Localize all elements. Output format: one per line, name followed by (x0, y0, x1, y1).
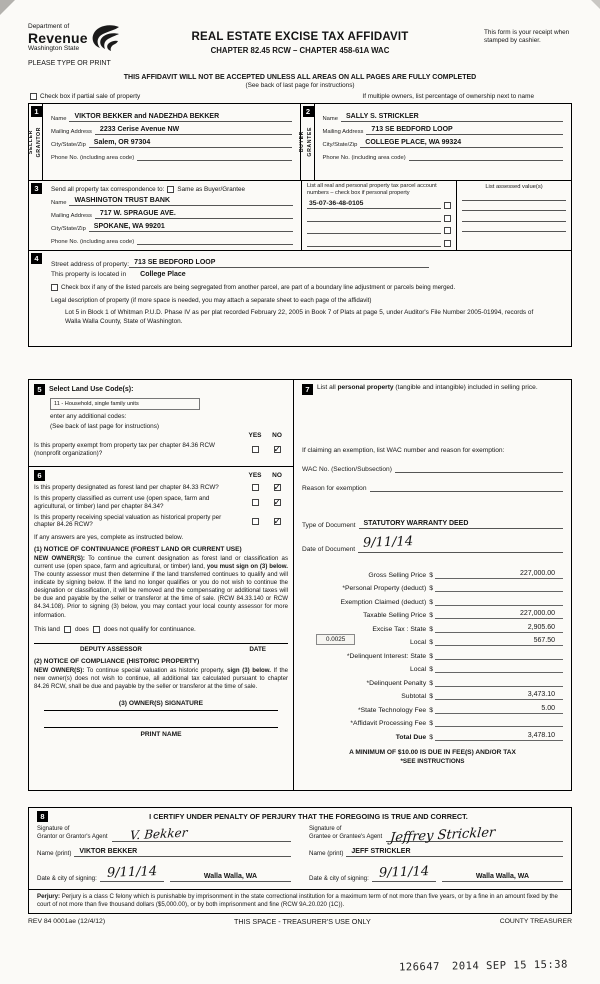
current-use-question: Is this property classified as current use (open space, farm and agricultural, or timber) land per chapter 84.34? (34, 494, 210, 510)
seller-mailing-field[interactable]: 2233 Cerise Avenue NW (95, 126, 292, 135)
land-use-section (28, 379, 294, 467)
parcel-2-personal-checkbox[interactable] (444, 215, 451, 222)
gross-selling-price-field[interactable]: 227,000.00 (435, 570, 563, 579)
section-7-badge: 7 (302, 384, 313, 395)
correspondence-name-row (51, 197, 293, 206)
gross-selling-price-row (302, 565, 563, 579)
segregated-label: Check box if any of the listed parcels are being segregated from another parcel, are part of a boundary line adjustment or parcels being merged. (61, 284, 456, 291)
does-not-label: does not qualify for continuance. (103, 625, 196, 633)
title-block (143, 31, 457, 55)
row-label: Local (409, 639, 427, 646)
section-8-badge: 8 (37, 811, 48, 822)
continuance-text-a: To continue the current designation as forest land or classification as current use (open space, farm and agricultural, or timber) land, (34, 555, 288, 571)
delinquent-interest-local-row (302, 660, 563, 674)
compliance-text (34, 667, 288, 691)
assessed-value-2-field[interactable] (462, 210, 566, 211)
continuance-text-b: The county assessor must then determine if the land transferred continues to qualify and will indicate by signing below. If the land no longer qualifies or you do not wish to continue the designation or classification, it will be removed and the compensating or additional taxes will be due and payable by the seller or transferor at the time of sale. (RCW 84.33.140 or RCW 84.34.108). Prior to signing (3) below, you may contact your local county assessor for more information. (34, 571, 288, 619)
forest-land-question-row (34, 484, 288, 492)
same-as-buyer-checkbox[interactable] (167, 186, 174, 193)
property-section (28, 251, 572, 347)
grantee-signature-label (309, 826, 382, 842)
pp-bold: personal property (337, 384, 394, 391)
document-type-label: Type of Document (302, 522, 356, 529)
section-2-badge: 2 (303, 106, 314, 117)
stamp-datetime: 2014 SEP 15 15:38 (451, 958, 569, 973)
seller-name-row (51, 113, 292, 122)
deputy-assessor-signature-line[interactable] (34, 643, 288, 644)
segregated-row (51, 284, 561, 291)
send-correspondence-row (51, 186, 293, 193)
buyer-mailing-field[interactable]: 713 SE BEDFORD LOOP (366, 126, 563, 135)
delinquent-interest-state-field[interactable] (435, 651, 563, 660)
seller-mailing-row (51, 126, 292, 135)
parcel-1-field[interactable]: 35-07-36-48-0105 (307, 200, 441, 209)
classification-section (28, 467, 294, 791)
money-rows (302, 565, 563, 741)
multiple-owners-label: If multiple owners, list percentage of ownership next to name (362, 93, 534, 100)
perjury-notice (28, 890, 572, 914)
middle-columns (28, 379, 572, 791)
dept-line3: Washington State (28, 44, 80, 52)
phone-label: Phone No. (including area code) (51, 239, 135, 245)
delinquent-interest-state-row (302, 646, 563, 660)
receipt-note: This form is your receipt when stamped by cashier. (484, 29, 570, 45)
buyer-side-word1: BUYER (299, 131, 306, 153)
delinquent-penalty-field[interactable] (435, 678, 563, 687)
seller-citystate-row (51, 139, 292, 148)
row-label: *Personal Property (deduct) (342, 585, 427, 592)
yes-no-header (34, 432, 288, 439)
grantee-date-field[interactable] (372, 863, 436, 882)
partial-sale-label: Check box if partial sale of property (40, 93, 141, 100)
compliance-lead: NEW OWNER(S): (34, 666, 85, 674)
grantor-date-field[interactable] (100, 863, 164, 882)
pp-text-b: (tangible and intangible) included in selling price. (393, 384, 538, 391)
current-use-no-checkbox[interactable] (274, 499, 281, 506)
form-chapter: CHAPTER 82.45 RCW – CHAPTER 458-61A WAC (210, 46, 390, 55)
correspondence-mailing-field[interactable]: 717 W. SPRAGUE AVE. (95, 210, 293, 219)
dollar-sign: $ (429, 639, 433, 646)
document-date-handwritten: 9/11/14 (362, 534, 414, 551)
mailing-label: Mailing Address (322, 129, 364, 135)
grantee-signature-row (309, 824, 563, 846)
section-1-badge: 1 (31, 106, 42, 117)
personal-property-label (317, 384, 563, 393)
correspondence-phone-row (51, 236, 293, 245)
dor-logo-text (28, 24, 88, 52)
subtotal-field[interactable]: 3,473.10 (435, 691, 563, 700)
dept-line1: Department of (28, 23, 70, 30)
see-back-note: (See back of last page for instructions) (245, 82, 355, 89)
signature-of-label: Signature of (37, 826, 70, 832)
if-yes-note: If any answers are yes, complete as instructed below. (34, 534, 184, 542)
reason-label: Reason for exemption (302, 485, 367, 492)
dollar-sign: $ (429, 612, 433, 619)
legal-description-text: Lot 5 in Block 1 of Whitman P.U.D. Phase IV as per plat recorded February 22, 2005 in Book 7 of Plats at page 5, under Auditor's File Number 2005-01994, records of Walla Walla County, State of Washington. (65, 309, 534, 325)
correspondence-citystate-row (51, 223, 293, 232)
grantee-date-handwritten: 9/11/14 (378, 863, 430, 881)
street-address-field[interactable]: 713 SE BEDFORD LOOP (129, 259, 429, 268)
grantor-signature-row (37, 826, 291, 842)
seller-phone-row (51, 152, 292, 161)
does-qualify-checkbox[interactable] (64, 626, 71, 633)
grantee-agent-label: Grantee or Grantee's Agent (309, 833, 383, 840)
correspondence-citystate-field[interactable]: SPOKANE, WA 99201 (89, 223, 293, 232)
buyer-phone-field[interactable] (409, 152, 563, 161)
same-as-buyer-label: Same as Buyer/Grantee (177, 186, 245, 193)
owners-signature-line[interactable] (44, 710, 278, 711)
row-label: Local (409, 666, 427, 673)
dept-line2: Revenue (28, 29, 88, 46)
state-technology-fee-row (302, 700, 563, 714)
tax-correspondence-section (28, 181, 572, 251)
segregated-checkbox[interactable] (51, 284, 58, 291)
exemption-claimed-field[interactable] (435, 597, 563, 606)
section-6-badge: 6 (34, 470, 45, 481)
footer-row (28, 917, 572, 926)
grantee-name-row (309, 848, 563, 857)
owners-signature-label: (3) OWNER(S) SIGNATURE (118, 699, 204, 707)
classification-header (34, 470, 288, 481)
reason-row (302, 483, 563, 492)
local-rate-box: 0.0025 (316, 634, 355, 645)
yes-label: YES (248, 472, 262, 479)
land-use-header (34, 384, 288, 395)
compliance-text-a: To continue special valuation as historic property, (84, 666, 228, 674)
historic-no-checkbox[interactable] (274, 518, 281, 525)
current-use-question-row (34, 495, 288, 511)
this-land-label: This land (34, 625, 60, 633)
grantee-signature-handwritten: Jeffrey Strickler (389, 824, 497, 846)
land-use-title: Select Land Use Code(s): (49, 386, 134, 393)
correspondence-phone-field[interactable] (137, 236, 293, 245)
street-address-label: Street address of property: (51, 261, 130, 268)
completion-notice: THIS AFFIDAVIT WILL NOT BE ACCEPTED UNLESS ALL AREAS ON ALL PAGES ARE FULLY COMPLETED (123, 74, 477, 81)
historic-question: Is this property receiving special valuation as historical property per chapter 84.26 RCW? (34, 513, 222, 529)
buyer-mailing-row (323, 126, 564, 135)
forest-yes-checkbox[interactable] (252, 484, 259, 491)
please-type-note: PLEASE TYPE OR PRINT (28, 60, 111, 67)
stamp-receipt-number: 126647 (399, 960, 441, 974)
mailing-label: Mailing Address (51, 213, 92, 219)
grantor-signature-label (37, 826, 108, 842)
total-due-row (302, 727, 563, 741)
forest-no-checkbox[interactable] (274, 484, 281, 491)
personal-property-header (302, 384, 563, 395)
delinquent-interest-local-field[interactable] (435, 664, 563, 673)
affidavit-processing-fee-field[interactable] (435, 718, 563, 727)
section-4-badge: 4 (31, 253, 42, 264)
deputy-assessor-labels (34, 646, 288, 653)
wac-row (302, 464, 563, 473)
tax-computation-section (294, 379, 572, 791)
excise-tax-local-row (302, 633, 563, 647)
forest-land-question: Is this property designated as forest land per chapter 84.33 RCW? (34, 484, 219, 491)
row-label: Gross Selling Price (368, 571, 427, 579)
continuance-title: (1) NOTICE OF CONTINUANCE (FOREST LAND OR CURRENT USE) (34, 546, 242, 554)
no-label: NO (272, 472, 282, 479)
dollar-sign: $ (429, 706, 433, 714)
partial-sale-row (30, 93, 570, 100)
name-label: Name (51, 200, 67, 206)
minimum-due-note: A MINIMUM OF $10.00 IS DUE IN FEE(S) AND/OR TAX (349, 748, 516, 756)
taxable-selling-price-row (302, 606, 563, 620)
send-to-label: Send all property tax correspondence to: (51, 186, 165, 193)
name-label: Name (322, 116, 338, 122)
total-due-field[interactable]: 3,478.10 (435, 732, 563, 741)
assessed-value-3-field[interactable] (462, 221, 566, 222)
current-use-yes-checkbox[interactable] (252, 499, 259, 506)
scan-artifact-corner (0, 0, 15, 15)
parcel-2-field[interactable] (307, 213, 441, 222)
assessed-values-box (456, 181, 571, 250)
grantee-signature-column (309, 826, 563, 882)
citystatezip-label: City/State/Zip (322, 142, 358, 148)
mailing-label: Mailing Address (51, 129, 92, 135)
phone-label: Phone No. (including area code) (51, 155, 135, 161)
row-label: Taxable Selling Price (363, 612, 427, 619)
continuance-bold: you must sign on (3) below. (206, 563, 288, 571)
grantor-signature-field[interactable] (112, 825, 291, 843)
compliance-text-b: If the new owner(s) does not wish to continue, all additional tax calculated pursuant to chapter 84.26 RCW, shall be due and payable by the seller or transferor at the time of sale. (34, 666, 289, 690)
rev-number: REV 84 0001ae (12/4/12) (28, 918, 106, 926)
treasurer-space-label: THIS SPACE - TREASURER'S USE ONLY (234, 917, 371, 927)
parties-section (28, 103, 572, 181)
reason-field[interactable] (370, 483, 563, 492)
buyer-name-field[interactable]: SALLY S. STRICKLER (341, 113, 563, 122)
buyer-citystate-field[interactable]: COLLEGE PLACE, WA 99324 (360, 139, 563, 148)
parcel-1-personal-checkbox[interactable] (444, 202, 451, 209)
parcel-numbers-header: List all real and personal property tax parcel account numbers – check box if personal property (307, 183, 437, 196)
certification-header (37, 811, 563, 822)
parcel-row (307, 200, 451, 209)
see-back-label: (See back of last page for instructions) (50, 423, 160, 430)
assessed-values-header: List assessed value(s) (485, 184, 543, 190)
located-in-row (51, 271, 561, 278)
section-5-badge: 5 (34, 384, 45, 395)
parcel-3-field[interactable] (307, 225, 441, 234)
excise-tax-state-field[interactable]: 2,905.60 (435, 624, 563, 633)
form-title: REAL ESTATE EXCISE TAX AFFIDAVIT (191, 31, 409, 43)
continuance-qualify-row (34, 626, 288, 633)
continuance-text (34, 555, 288, 619)
name-print-label: Name (print) (309, 849, 344, 857)
correspondence-box (29, 181, 301, 250)
exempt-question-row (34, 442, 288, 458)
grantor-date-handwritten: 9/11/14 (106, 863, 158, 881)
buyer-citystate-row (323, 139, 564, 148)
land-use-code-box[interactable]: 11 - Household, single family units (50, 398, 200, 410)
personal-property-deduct-row (302, 579, 563, 593)
grantee-name-field[interactable]: JEFF STRICKLER (346, 848, 563, 857)
delinquent-penalty-row (302, 673, 563, 687)
located-in-label: This property is located in (51, 271, 127, 278)
correspondence-mailing-row (51, 210, 293, 219)
wac-field[interactable] (395, 464, 563, 473)
date-city-label: Date & city of signing: (309, 874, 369, 882)
citystatezip-label: City/State/Zip (51, 226, 86, 232)
buyer-phone-row (323, 152, 564, 161)
legal-description-label: Legal description of property (if more space is needed, you may attach a separate sheet to each page of the affidavit) (51, 297, 372, 304)
compliance-title: (2) NOTICE OF COMPLIANCE (HISTORIC PROPERTY) (34, 657, 200, 665)
does-not-qualify-checkbox[interactable] (93, 626, 100, 633)
grantor-name-field[interactable]: VIKTOR BEKKER (74, 848, 291, 857)
no-label: NO (272, 432, 282, 439)
date-label: DATE (249, 645, 266, 653)
grantor-city-field[interactable]: Walla Walla, WA (170, 873, 291, 882)
seller-grantor-box (29, 104, 300, 180)
buyer-name-row (323, 113, 564, 122)
located-in-value: College Place (140, 271, 186, 278)
subtotal-row (302, 687, 563, 701)
exempt-question: Is this property exempt from property tax per chapter 84.36 RCW (nonprofit organization)? (34, 442, 215, 457)
deputy-assessor-label: DEPUTY ASSESSOR (80, 645, 142, 653)
see-instructions-note: *SEE INSTRUCTIONS (400, 757, 465, 765)
additional-codes-label: enter any additional codes: (50, 413, 127, 420)
parcel-numbers-box (301, 181, 456, 250)
document-date-row (302, 533, 563, 553)
document-date-label: Date of Document (302, 546, 356, 553)
grantor-signature-handwritten: V. Bekker (128, 825, 188, 843)
document-type-row (302, 520, 563, 529)
print-name-line[interactable] (44, 727, 278, 728)
pp-text-a: List all (317, 384, 338, 391)
buyer-grantee-box (300, 104, 572, 180)
historic-yes-checkbox[interactable] (252, 518, 259, 525)
dollar-sign: $ (429, 571, 433, 579)
personal-property-deduct-field[interactable] (435, 583, 563, 592)
print-name-label: PRINT NAME (140, 730, 182, 738)
dollar-sign: $ (429, 666, 433, 673)
grantee-signature-field[interactable] (386, 824, 563, 846)
citystatezip-label: City/State/Zip (51, 142, 86, 148)
does-label: does (74, 625, 89, 633)
perjury-label: Perjury: (37, 892, 61, 900)
taxable-selling-price-field[interactable]: 227,000.00 (435, 610, 563, 619)
row-label: *Affidavit Processing Fee (350, 720, 427, 727)
dor-logo (28, 24, 121, 52)
grantor-date-row (37, 863, 291, 882)
parcel-4-field[interactable] (307, 238, 441, 247)
dor-logo-icon (91, 24, 121, 52)
grantee-city-field[interactable]: Walla Walla, WA (442, 873, 563, 882)
dollar-sign: $ (429, 598, 433, 606)
name-label: Name (51, 116, 67, 122)
row-label: Exemption Claimed (deduct) (340, 598, 427, 606)
treasurer-stamp (399, 959, 568, 974)
dollar-sign: $ (429, 585, 433, 592)
partial-sale-checkbox[interactable] (30, 93, 37, 100)
name-print-label: Name (print) (37, 849, 72, 857)
document-date-field[interactable] (358, 533, 563, 553)
row-label: *Delinquent Interest: State (346, 652, 427, 660)
parcel-row (307, 238, 451, 247)
dollar-sign: $ (429, 693, 433, 700)
seller-side-word2: GRANTOR (35, 126, 42, 158)
parcel-4-personal-checkbox[interactable] (444, 240, 451, 247)
assessed-value-1-field[interactable] (462, 200, 566, 201)
dollar-sign: $ (429, 625, 433, 633)
wac-label: WAC No. (Section/Subsection) (302, 466, 392, 473)
document-type-field[interactable]: STATUTORY WARRANTY DEED (359, 520, 563, 529)
parcel-row (307, 213, 451, 222)
dollar-sign: $ (429, 733, 433, 741)
phone-label: Phone No. (including area code) (322, 155, 406, 161)
date-city-label: Date & city of signing: (37, 874, 97, 882)
continuance-lead: NEW OWNER(S): (34, 555, 85, 563)
section-3-badge: 3 (31, 183, 42, 194)
parcel-row (307, 225, 451, 234)
grantee-date-row (309, 863, 563, 882)
row-label: Subtotal (401, 693, 427, 700)
seller-citystate-field[interactable]: Salem, OR 97304 (89, 139, 292, 148)
exemption-label: If claiming an exemption, list WAC number and reason for exemption: (302, 447, 505, 454)
form-header (28, 24, 572, 72)
grantor-signature-column (37, 826, 291, 882)
exempt-yes-checkbox[interactable] (252, 446, 259, 453)
signature-columns (37, 826, 563, 882)
certification-section (28, 807, 572, 890)
row-label: Total Due (395, 733, 427, 741)
compliance-bold: sign (3) below. (227, 666, 271, 674)
state-technology-fee-field[interactable]: 5.00 (435, 705, 563, 714)
exempt-no-checkbox[interactable] (274, 446, 281, 453)
grantor-name-row (37, 848, 291, 857)
yes-label: YES (248, 432, 262, 439)
signature-of-label: Signature of (309, 826, 342, 832)
excise-tax-local-field[interactable]: 567.50 (435, 637, 563, 646)
buyer-side-word2: GRANTEE (307, 127, 313, 157)
row-label: *State Technology Fee (357, 706, 427, 714)
seller-name-field[interactable]: VIKTOR BEKKER and NADEZHDA BEKKER (69, 113, 291, 122)
parcel-3-personal-checkbox[interactable] (444, 227, 451, 234)
seller-side-word1: SELLER (27, 129, 34, 155)
historic-question-row (34, 514, 288, 530)
excise-tax-state-row (302, 619, 563, 633)
scan-artifact-corner (591, 0, 600, 9)
county-treasurer-label: COUNTY TREASURER (499, 918, 572, 926)
row-label: Excise Tax : State (372, 625, 427, 633)
row-label: *Delinquent Penalty (366, 679, 427, 687)
street-address-row (51, 259, 561, 268)
correspondence-name-field[interactable]: WASHINGTON TRUST BANK (69, 197, 293, 206)
dollar-sign: $ (429, 720, 433, 727)
assessed-value-4-field[interactable] (462, 231, 566, 232)
dollar-sign: $ (429, 652, 433, 660)
dollar-sign: $ (429, 679, 433, 687)
left-column (28, 379, 294, 791)
perjury-text: Perjury is a class C felony which is punishable by imprisonment in the state correctional institution for a maximum term of not more than five years, or by a fine in an amount fixed by the court of not more than five thousand dollars ($5,000.00), or by both imprisonment and fine (RCW 9A.20.020 (1C)). (37, 892, 558, 908)
exemption-claimed-row (302, 592, 563, 606)
seller-phone-field[interactable] (137, 152, 291, 161)
certification-statement: I CERTIFY UNDER PENALTY OF PERJURY THAT THE FOREGOING IS TRUE AND CORRECT. (149, 812, 468, 821)
affidavit-processing-fee-row (302, 714, 563, 728)
grantor-agent-label: Grantor or Grantor's Agent (37, 833, 108, 840)
